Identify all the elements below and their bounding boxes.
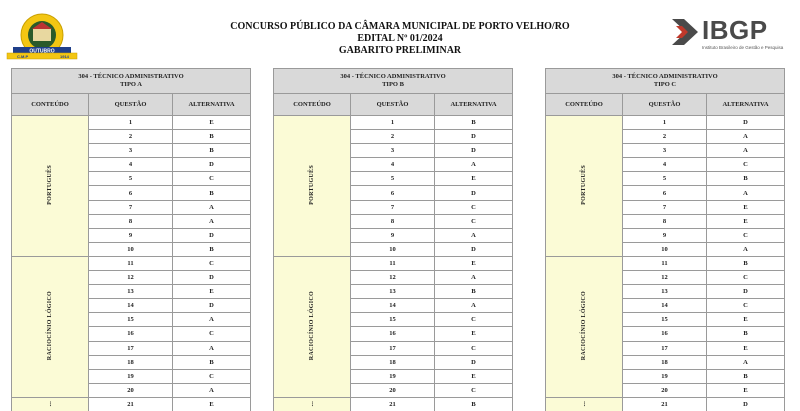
content-group-label: ... [47,400,53,407]
content-group-label: ... [581,400,587,407]
answer-letter: B [173,144,251,158]
ibgp-logo [668,15,784,55]
question-number: 1 [89,116,173,130]
question-number: 9 [89,228,173,242]
answer-letter: B [435,116,513,130]
question-number: 10 [351,242,435,256]
answer-letter: A [173,313,251,327]
question-number: 7 [623,200,707,214]
question-number: 5 [623,172,707,186]
question-number: 19 [623,369,707,383]
answer-letter: E [707,383,785,397]
ibgp-wordmark: IBGP [702,15,768,45]
answer-letter: B [707,256,785,270]
question-number: 13 [623,285,707,299]
answer-letter: B [707,327,785,341]
document-title-line2: EDITAL Nº 01/2024 [357,33,443,44]
question-number: 18 [623,355,707,369]
answer-letter: A [707,242,785,256]
answer-letter: B [173,186,251,200]
table-caption-type: TIPO C [653,81,677,88]
answer-letter: C [707,228,785,242]
question-number: 21 [351,397,435,411]
question-number: 11 [89,256,173,270]
question-number: 6 [89,186,173,200]
answer-letter: A [707,355,785,369]
answer-letter: E [435,256,513,270]
question-number: 14 [623,299,707,313]
question-number: 12 [351,271,435,285]
table-caption-role: 304 - TÉCNICO ADMINISTRATIVO [340,73,446,80]
answer-letter: E [435,369,513,383]
column-header-answer: ALTERNATIVA [435,94,513,116]
answer-letter: B [173,242,251,256]
column-header-answer: ALTERNATIVA [173,94,251,116]
question-number: 20 [623,383,707,397]
content-group-cell [546,256,623,397]
document-title-line3: GABARITO PRELIMINAR [338,45,462,56]
answer-letter: A [435,228,513,242]
content-group-label: RACIOCÍNIO LÓGICO [309,291,315,361]
question-number: 13 [351,285,435,299]
question-number: 19 [351,369,435,383]
question-number: 11 [623,256,707,270]
column-header-content: CONTEÚDO [274,94,351,116]
question-number: 10 [89,242,173,256]
answer-letter: E [707,214,785,228]
question-number: 2 [623,130,707,144]
content-group-label: PORTUGUÊS [581,165,587,205]
answer-letter: C [173,172,251,186]
question-number: 4 [351,158,435,172]
content-group-cell [274,397,351,411]
answer-letter: D [707,285,785,299]
answer-letter: C [707,299,785,313]
question-number: 3 [623,144,707,158]
answer-letter: C [173,327,251,341]
question-number: 16 [623,327,707,341]
question-number: 19 [89,369,173,383]
table-row [274,256,513,270]
question-number: 15 [89,313,173,327]
table-caption-type: TIPO A [120,81,142,88]
content-group-cell [12,116,89,257]
question-number: 20 [89,383,173,397]
answer-table [11,68,251,411]
question-number: 20 [351,383,435,397]
question-number: 4 [623,158,707,172]
content-group-cell [274,116,351,257]
answer-letter: B [435,285,513,299]
answer-letter: A [435,158,513,172]
question-number: 21 [89,397,173,411]
question-number: 21 [623,397,707,411]
question-number: 12 [89,271,173,285]
answer-table [273,68,513,411]
question-number: 8 [351,214,435,228]
table-row [546,256,785,270]
answer-letter: B [173,130,251,144]
table-row [546,397,785,411]
column-header-content: CONTEÚDO [546,94,623,116]
question-number: 2 [89,130,173,144]
answer-letter: C [173,256,251,270]
document-header [0,0,800,66]
answer-letter: C [435,313,513,327]
table-row [12,116,251,130]
answer-letter: D [173,228,251,242]
question-number: 3 [89,144,173,158]
content-group-cell [546,116,623,257]
answer-letter: B [707,172,785,186]
answer-letter: A [173,200,251,214]
answer-letter: E [707,341,785,355]
answer-table-a [11,68,250,411]
answer-letter: C [173,369,251,383]
answer-letter: D [173,299,251,313]
question-number: 18 [351,355,435,369]
question-number: 3 [351,144,435,158]
content-group-label: ... [309,400,315,407]
table-row [274,116,513,130]
column-header-question: QUESTÃO [89,94,173,116]
answer-letter: A [435,271,513,285]
question-number: 15 [351,313,435,327]
answer-letter: D [173,271,251,285]
content-group-label: PORTUGUÊS [309,165,315,205]
question-number: 10 [623,242,707,256]
answer-letter: C [707,271,785,285]
seal-left-text: C.M.P [17,54,29,59]
answer-letter: D [707,116,785,130]
answer-letter: C [435,214,513,228]
table-caption-role: 304 - TÉCNICO ADMINISTRATIVO [78,73,184,80]
answer-table-c [545,68,784,411]
question-number: 16 [89,327,173,341]
answer-letter: B [435,397,513,411]
question-number: 13 [89,285,173,299]
answer-letter: A [707,186,785,200]
answer-letter: A [707,130,785,144]
seal-right-text: 1914 [60,54,69,59]
question-number: 17 [89,341,173,355]
question-number: 17 [351,341,435,355]
answer-letter: B [707,369,785,383]
question-number: 1 [623,116,707,130]
content-group-label: RACIOCÍNIO LÓGICO [47,291,53,361]
column-header-question: QUESTÃO [351,94,435,116]
table-caption [12,69,251,94]
answer-letter: D [707,397,785,411]
content-group-label: RACIOCÍNIO LÓGICO [581,291,587,361]
question-number: 16 [351,327,435,341]
table-row [546,116,785,130]
answer-letter: D [435,144,513,158]
answer-letter: D [435,186,513,200]
answer-letter: E [435,172,513,186]
ibgp-chevron-icon [670,17,700,47]
answer-letter: C [435,383,513,397]
answer-table [545,68,785,411]
table-caption [274,69,513,94]
answer-letter: D [435,355,513,369]
question-number: 5 [351,172,435,186]
question-number: 7 [89,200,173,214]
seal-band-text: OUTUBRO [29,48,55,55]
question-number: 5 [89,172,173,186]
table-caption [546,69,785,94]
answer-letter: D [435,242,513,256]
question-number: 2 [351,130,435,144]
question-number: 7 [351,200,435,214]
table-caption-role: 304 - TÉCNICO ADMINISTRATIVO [612,73,718,80]
answer-letter: E [173,285,251,299]
table-row [12,397,251,411]
table-caption-type: TIPO B [382,81,404,88]
answer-letter: B [173,355,251,369]
question-number: 4 [89,158,173,172]
answer-letter: A [173,383,251,397]
question-number: 8 [89,214,173,228]
content-group-label: PORTUGUÊS [47,165,53,205]
table-row [12,256,251,270]
answer-letter: E [173,116,251,130]
answer-letter: E [173,397,251,411]
content-group-cell [274,256,351,397]
column-header-question: QUESTÃO [623,94,707,116]
document-title-line1: CONCURSO PÚBLICO DA CÂMARA MUNICIPAL DE PORTO VELHO/RO [230,21,570,32]
question-number: 14 [351,299,435,313]
question-number: 1 [351,116,435,130]
question-number: 6 [623,186,707,200]
answer-letter: D [173,158,251,172]
column-header-content: CONTEÚDO [12,94,89,116]
answer-letter: A [435,299,513,313]
answer-letter: A [707,144,785,158]
question-number: 9 [623,228,707,242]
answer-letter: C [435,200,513,214]
question-number: 12 [623,271,707,285]
answer-letter: A [173,214,251,228]
answer-letter: C [707,158,785,172]
answer-table-b [273,68,512,411]
question-number: 15 [623,313,707,327]
answer-letter: C [435,341,513,355]
question-number: 17 [623,341,707,355]
table-row [274,397,513,411]
ibgp-subtitle: Instituto Brasileiro de Gestão e Pesquisa [702,45,784,50]
column-header-answer: ALTERNATIVA [707,94,785,116]
answer-letter: E [435,327,513,341]
answer-letter: D [435,130,513,144]
question-number: 6 [351,186,435,200]
question-number: 14 [89,299,173,313]
answer-letter: E [707,200,785,214]
answer-letter: E [707,313,785,327]
answer-letter: A [173,341,251,355]
question-number: 18 [89,355,173,369]
content-group-cell [546,397,623,411]
question-number: 9 [351,228,435,242]
question-number: 11 [351,256,435,270]
content-group-cell [12,256,89,397]
content-group-cell [12,397,89,411]
question-number: 8 [623,214,707,228]
